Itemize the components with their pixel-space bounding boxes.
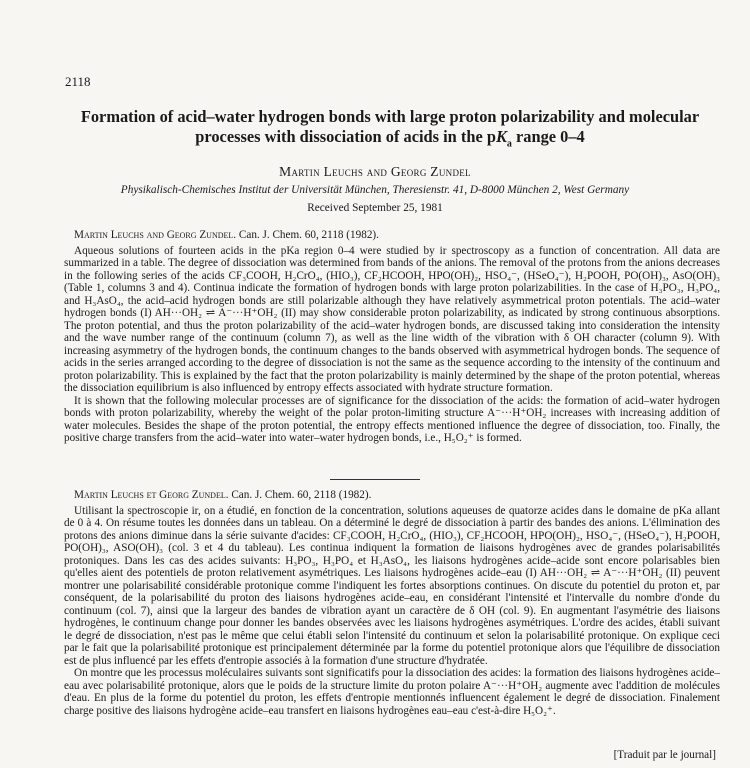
title-line-1: Formation of acid–water hydrogen bonds with large proton polarizability and molecular xyxy=(80,107,700,126)
article-title xyxy=(50,107,730,154)
section-divider xyxy=(330,479,420,480)
citation-english: Martin Leuchs and Georg Zundel. Can. J. Chem. 60, 2118 (1982). xyxy=(74,229,379,241)
abstract-english-paragraph-2: It is shown that the following molecular processes are of significance for the dissociation of the acids: the formation of acid–water hydrogen bonds with proton polarizability, whereby the weight of the polar proton-limiting structure A⁻···H⁺OH₂ increases with increasing addition of water molecules. Besides the shape of the proton potential, the entropy effects mentioned influence the degree of dissociation, too. Finally, the positive charge transfers from the acid–water into water–water hydrogen bonds, i.e., H₅O₂⁺ is formed. xyxy=(64,394,720,444)
page-number: 2118 xyxy=(65,74,91,89)
affiliation: Physikalisch-Chemisches Institut der Universität München, Theresienstr. 41, D-8000 München 2, West Germany xyxy=(120,184,630,196)
title-line-2: processes with dissociation of acids in the $pK_a$ range 0–4 xyxy=(195,127,585,150)
abstract-french-paragraph-1: Utilisant la spectroscopie ir, on a étudié, en fonction de la concentration, solutions aqueuses de quatorze acides dans le domaine de pKa allant de 0 à 4. On résume toutes les données dans un tableau. On a déterminé le degré de dissociation à partir des bandes des anions. L'élimination des protons des anions diminue dans la série suivante d'acides: CF₃COOH, H₂CrO₄, (HIO₃), CF₂HCOOH, HPO(OH)₂, HSO₄⁻, (HSeO₄⁻), H₂POOH, PO(OH)₃, ASO(OH)₃ (col. 3 et 4 du tableau). Les continua indiquent la formation de liaisons hydrogènes avec de grandes polarisabilités protoniques. Dans les cas des acides suivants: H₃PO₃, H₃PO₄ et H₃AsO₄, les liaisons hydrogènes acide–acide sont encore polarisables bien qu'elles aient des potentiels de proton relativement asymétriques. Les liaisons hydrogènes acide–eau (I) AH···OH₂ ⇌ A⁻···H⁺OH₂ (II) peuvent montrer une polarisabilité considérable protonique comme l'indiquent les fortes absorptions continues. On discute du potentiel du proton et, par conséquent, de la polarisabilité du proton des liaisons hydrogènes acide–eau, en considérant l'intensité et l'intervalle du nombre d'onde du continuum (col. 7), ainsi que la largeur des bandes de vibration ayant un caractère de δ OH (col. 9). En augmentant l'asymétrie des liaisons hydrogènes, le continuum change pour donner les bandes observées avec les liaisons hydrogènes asymétriques. L'ordre des acides, établi suivant le degré de dissociation, n'est pas le même que celui établi selon l'intensité du continuum et selon la polarisabilité protonique. On explique ceci par le fait que la polarisabilité protonique est principalement déterminée par la forme du potentiel protonique alors que l'équilibre de dissociation est de plus influencé par les effets d'entropie associés à la formation d'une structure d'hydratée. xyxy=(64,504,720,667)
abstract-english xyxy=(64,229,720,445)
abstract-french-paragraph-2: On montre que les processus moléculaires suivants sont significatifs pour la dissociation des acides: la formation des liaisons hydrogènes acide–eau avec polarisabilité protonique, alors que le poids de la structure limite du proton polaire A⁻···H⁺OH₂ augmente avec l'addition de molécules d'eau. En plus de la forme du potentiel du proton, les effets d'entropie mentionnés influencent également le degré de dissociation. Finalement charge positive des liaisons hydrogène acide–eau transfert en liaisons hydrogènes eau–eau c'est-à-dire H₅O₂⁺. xyxy=(64,667,720,717)
abstract-french xyxy=(64,489,720,717)
translator-note: [Traduit par le journal] xyxy=(613,749,716,761)
received-date: Received September 25, 1981 xyxy=(307,202,443,214)
authors: Martin Leuchs and Georg Zundel xyxy=(279,164,471,179)
abstract-english-paragraph-1: Aqueous solutions of fourteen acids in the pKa region 0–4 were studied by ir spectroscopy as a function of concentration. All data are summarized in a table. The degree of dissociation was determined from bands of the anions. The removal of the protons from the anions decreases in the following series of the acids CF₃COOH, H₂CrO₄, (HIO₃), CF₂HCOOH, HPO(OH)₂, HSO₄⁻, (HSeO₄⁻), H₂POOH, PO(OH)₃, AsO(OH)₃ (Table 1, columns 3 and 4). Continua indicate the formation of hydrogen bonds with large proton polarizabilities. In the case of H₃PO₃, H₃PO₄, and H₃AsO₄, the acid–acid hydrogen bonds are still polarizable although they have relatively asymmetrical proton potentials. The acid–water hydrogen bonds (I) AH···OH₂ ⇌ A⁻···H⁺OH₂ (II) may show considerable proton polarizability, as indicated by strong continuous absorptions. The proton potential, and thus the proton polarizability of the acid–water hydrogen bonds, are discussed taking into consideration the intensity and the wave number range of the continuum (column 7), as well as the line width of the vibration with δ OH character (column 9). With increasing asymmetry of the hydrogen bonds, the continuum changes to the bands observed with asymmetrical hydrogen bonds. The sequence of acids in the series arranged according to the degree of dissociation is not the same as the sequence according to the intensity of the continuum and proton polarizability. This is explained by the fact that the proton polarizability is mainly determined by the shape of the proton potential, whereas the dissociation equilibrium is also influenced by entropy effects associated with hydrate structure formation. xyxy=(64,244,720,394)
citation-french: Martin Leuchs et Georg Zundel. Can. J. Chem. 60, 2118 (1982). xyxy=(74,489,372,501)
